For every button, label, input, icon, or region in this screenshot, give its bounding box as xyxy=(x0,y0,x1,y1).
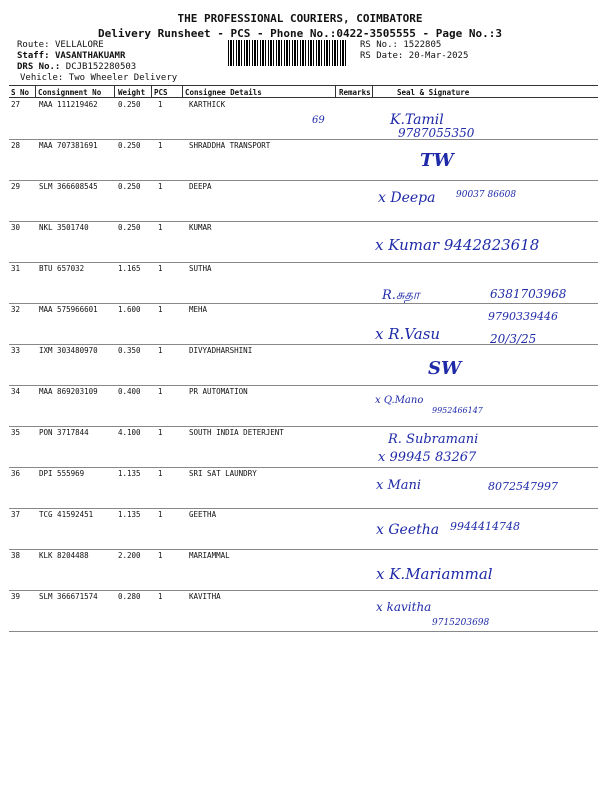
cell-pcs: 1 xyxy=(158,141,163,150)
signature-row-38: x K.Mariammal xyxy=(376,565,493,583)
vehicle-line: Vehicle: Two Wheeler Delivery xyxy=(20,73,178,83)
table-row xyxy=(9,344,598,386)
cell-sno: 27 xyxy=(11,100,21,109)
cell-weight: 0.250 xyxy=(118,100,141,109)
cell-consignee: DEEPA xyxy=(189,182,212,191)
cell-sno: 38 xyxy=(11,551,21,560)
barcode xyxy=(228,40,348,66)
cell-sno: 33 xyxy=(11,346,21,355)
cell-consignment: TCG 41592451 xyxy=(39,510,94,519)
drs-line: DRS No.: DCJB152280503 xyxy=(17,62,137,72)
cell-consignment: PON 3717844 xyxy=(39,428,89,437)
cell-consignment: KLK 8204488 xyxy=(39,551,89,560)
handwritten-phone: 9790339446 xyxy=(488,310,558,323)
drs-value: DCJB152280503 xyxy=(65,62,137,72)
cell-pcs: 1 xyxy=(158,305,163,314)
col-sno: S No xyxy=(11,88,30,97)
table-row xyxy=(9,180,598,222)
signature-row-27: K.Tamil xyxy=(390,112,444,128)
cell-consignment: BTU 657032 xyxy=(39,264,85,273)
staff-value: VASANTHAKUAMR xyxy=(54,51,126,61)
cell-sno: 34 xyxy=(11,387,21,396)
signature-row-37: x Geetha xyxy=(376,522,440,538)
cell-weight: 1.135 xyxy=(118,469,141,478)
cell-pcs: 1 xyxy=(158,469,163,478)
cell-pcs: 1 xyxy=(158,551,163,560)
col-consignee: Consignee Details xyxy=(185,88,262,97)
cell-consignee: SHRADDHA TRANSPORT xyxy=(189,141,271,150)
cell-pcs: 1 xyxy=(158,510,163,519)
cell-sno: 35 xyxy=(11,428,21,437)
cell-consignment: MAA 869203109 xyxy=(39,387,98,396)
rs-no-value: 1522805 xyxy=(403,40,442,50)
cell-weight: 1.135 xyxy=(118,510,141,519)
cell-sno: 32 xyxy=(11,305,21,314)
cell-consignment: IXM 303480970 xyxy=(39,346,98,355)
cell-sno: 36 xyxy=(11,469,21,478)
signature-row-31: R.சுதா xyxy=(382,288,420,303)
cell-consignee: SOUTH INDIA DETERJENT xyxy=(189,428,284,437)
cell-consignee: SRI SAT LAUNDRY xyxy=(189,469,257,478)
cell-sno: 30 xyxy=(11,223,21,232)
handwritten-phone: 9715203698 xyxy=(432,618,490,628)
cell-sno: 28 xyxy=(11,141,21,150)
cell-pcs: 1 xyxy=(158,182,163,191)
cell-pcs: 1 xyxy=(158,592,163,601)
signature-row-30: x Kumar 9442823618 xyxy=(375,236,540,254)
signature-row-39: x kavitha xyxy=(376,600,432,614)
cell-consignment: DPI 555969 xyxy=(39,469,85,478)
signature-row-32: x R.Vasu xyxy=(375,325,441,343)
handwritten-date: 20/3/25 xyxy=(490,332,537,346)
handwritten-phone: 90037 86608 xyxy=(456,190,517,200)
rs-date-value: 20-Mar-2025 xyxy=(408,51,469,61)
cell-weight: 0.250 xyxy=(118,223,141,232)
cell-weight: 2.200 xyxy=(118,551,141,560)
rs-date-line: RS Date: 20-Mar-2025 xyxy=(360,51,469,61)
signature-row-28: TW xyxy=(420,150,454,171)
header-top-rule xyxy=(9,85,598,86)
handwritten-phone: x 99945 83267 xyxy=(378,450,477,465)
cell-sno: 29 xyxy=(11,182,21,191)
cell-weight: 1.165 xyxy=(118,264,141,273)
cell-pcs: 1 xyxy=(158,100,163,109)
signature-row-29: x Deepa xyxy=(378,190,436,206)
cell-pcs: 1 xyxy=(158,264,163,273)
signature-row-36: x Mani xyxy=(376,478,422,493)
cell-consignment: MAA 111219462 xyxy=(39,100,98,109)
handwritten-phone: 9944414748 xyxy=(450,520,520,533)
handwritten-phone: 6381703968 xyxy=(490,287,567,301)
handwritten-phone: 8072547997 xyxy=(488,480,558,493)
cell-weight: 0.250 xyxy=(118,141,141,150)
cell-weight: 1.600 xyxy=(118,305,141,314)
cell-weight: 4.100 xyxy=(118,428,141,437)
cell-consignee: KAVITHA xyxy=(189,592,221,601)
table-row xyxy=(9,139,598,181)
signature-row-35: R. Subramani xyxy=(388,432,479,447)
cell-consignee: SUTHA xyxy=(189,264,212,273)
cell-weight: 0.400 xyxy=(118,387,141,396)
staff-line: Staff: VASANTHAKUAMR xyxy=(17,51,126,61)
table-row xyxy=(9,590,598,632)
cell-consignment: MAA 575966601 xyxy=(39,305,98,314)
cell-sno: 31 xyxy=(11,264,21,273)
cell-pcs: 1 xyxy=(158,387,163,396)
cell-consignee: GEETHA xyxy=(189,510,217,519)
signature-row-34: x Q.Mano xyxy=(375,395,424,406)
route-value: VELLALORE xyxy=(54,40,104,50)
table-row xyxy=(9,549,598,591)
handwritten-phone: 9787055350 xyxy=(398,126,475,140)
cell-sno: 37 xyxy=(11,510,21,519)
cell-consignee: KUMAR xyxy=(189,223,212,232)
cell-consignee: KARTHICK xyxy=(189,100,226,109)
cell-consignee: DIVYADHARSHINI xyxy=(189,346,253,355)
cell-consignment: MAA 707381691 xyxy=(39,141,98,150)
cell-consignment: SLM 366671574 xyxy=(39,592,98,601)
page-subtitle: Delivery Runsheet - PCS - Phone No.:0422-3505555 - Page No.:3 xyxy=(98,27,502,40)
table-row xyxy=(9,426,598,468)
col-consignment: Consignment No xyxy=(38,88,102,97)
col-remarks: Remarks xyxy=(339,88,371,97)
table-row xyxy=(9,385,598,427)
cell-weight: 0.250 xyxy=(118,182,141,191)
page-title: THE PROFESSIONAL COURIERS, COIMBATORE xyxy=(177,12,423,25)
cell-consignment: NKL 3501740 xyxy=(39,223,89,232)
vehicle-value: Two Wheeler Delivery xyxy=(68,73,178,83)
cell-pcs: 1 xyxy=(158,223,163,232)
table-row xyxy=(9,98,598,140)
signature-row-33: SW xyxy=(428,358,462,379)
rs-no-line: RS No.: 1522805 xyxy=(360,40,442,50)
cell-pcs: 1 xyxy=(158,428,163,437)
cell-consignee: MARIAMMAL xyxy=(189,551,230,560)
cell-pcs: 1 xyxy=(158,346,163,355)
col-weight: Weight xyxy=(118,88,146,97)
handwritten-phone: 9952466147 xyxy=(432,406,483,415)
col-seal-signature: Seal & Signature xyxy=(397,88,470,97)
cell-weight: 0.350 xyxy=(118,346,141,355)
handwritten-note: 69 xyxy=(312,115,325,126)
cell-consignment: SLM 366608545 xyxy=(39,182,98,191)
route-line: Route: VELLALORE xyxy=(17,40,104,50)
cell-consignee: MEHA xyxy=(189,305,208,314)
cell-weight: 0.280 xyxy=(118,592,141,601)
cell-sno: 39 xyxy=(11,592,21,601)
col-pcs: PCS xyxy=(154,88,168,97)
cell-consignee: PR AUTOMATION xyxy=(189,387,248,396)
